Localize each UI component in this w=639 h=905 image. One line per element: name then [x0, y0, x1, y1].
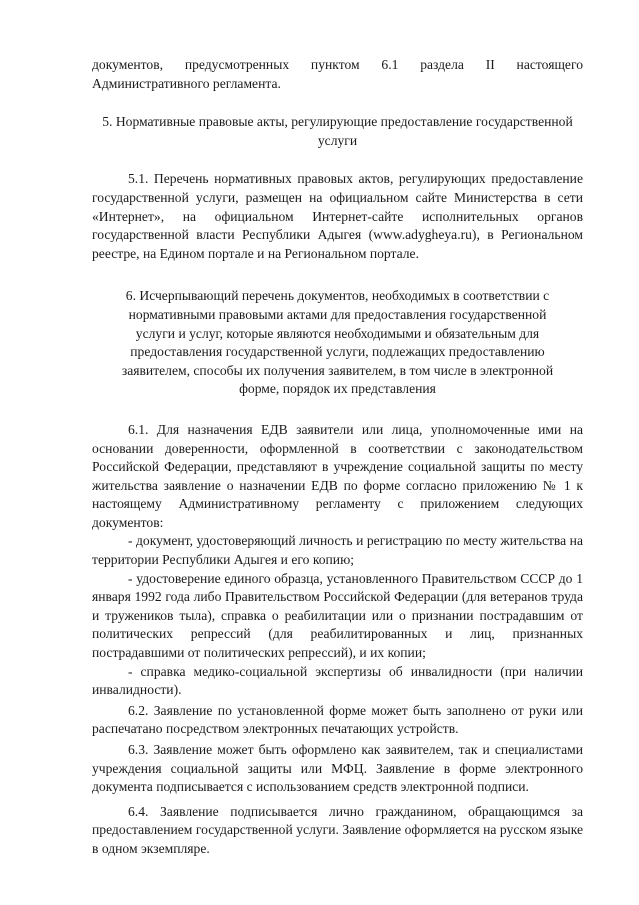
- paragraph-6-1: 6.1. Для назначения ЕДВ заявители или лица, уполномоченные ими на основании доверенности, оформленной в соответствии с законодательством Российской Федерации, представляют в учреждение социальной защиты по месту жительства заявление о назначении ЕДВ по форме согласно приложению № 1 к настоящему Административному регламенту с приложением следующих документов:: [92, 421, 583, 530]
- section-6-heading: 6. Исчерпывающий перечень документов, необходимых в соответствии с нормативными правовыми актами для предоставления государственной услуги и услуг, которые являются необходимыми и обязательным для предоставления государственной услуги, подлежащих предоставлению заявителем, способы их получения заявителем, в том числе в электронной форме, порядок их представления: [121, 288, 554, 397]
- paragraph-6-3: 6.3. Заявление может быть оформлено как заявителем, так и специалистами учреждения социальной защиты или МФЦ. Заявление в форме электронного документа подписывается с использованием средств электронной подписи.: [92, 742, 583, 795]
- list-item-identity-document: - документ, удостоверяющий личность и регистрацию по месту жительства на территории Республики Адыгея и его копию;: [92, 533, 583, 568]
- paragraph-6-2: 6.2. Заявление по установленной форме может быть заполнено от руки или распечатано посредством электронных печатающих устройств.: [92, 702, 583, 737]
- paragraph-5-1: 5.1. Перечень нормативных правовых актов, регулирующих предоставление государственной услуги, размещен на официальном сайте Министерства в сети «Интернет», на официальном Интернет-сайте исполнительных органов государственной власти Республики Адыгея (www.adygheya.ru), в Региональном реестре, на Едином портале и на Региональном портале.: [92, 171, 583, 261]
- list-item-certificate: - удостоверение единого образца, установленного Правительством СССР до 1 января 1992 года либо Правительством Российской Федерации (для ветеранов труда и тружеников тыла), справка о реабилитации или о признании пострадавшим от политических репрессий (для реабилитированных и лиц, признанных пострадавшими от политических репрессий), и их копии;: [92, 570, 583, 661]
- section-5-heading: 5. Нормативные правовые акты, регулирующие предоставление государственной услуги: [102, 114, 573, 148]
- intro-paragraph: документов, предусмотренных пунктом 6.1 раздела II настоящего Административного регламента.: [92, 57, 583, 91]
- list-item-disability-certificate: - справка медико-социальной экспертизы об инвалидности (при наличии инвалидности).: [92, 663, 583, 698]
- paragraph-6-4: 6.4. Заявление подписывается лично гражданином, обращающимся за предоставлением государственной услуги. Заявление оформляется на русском языке в одном экземпляре.: [92, 803, 583, 856]
